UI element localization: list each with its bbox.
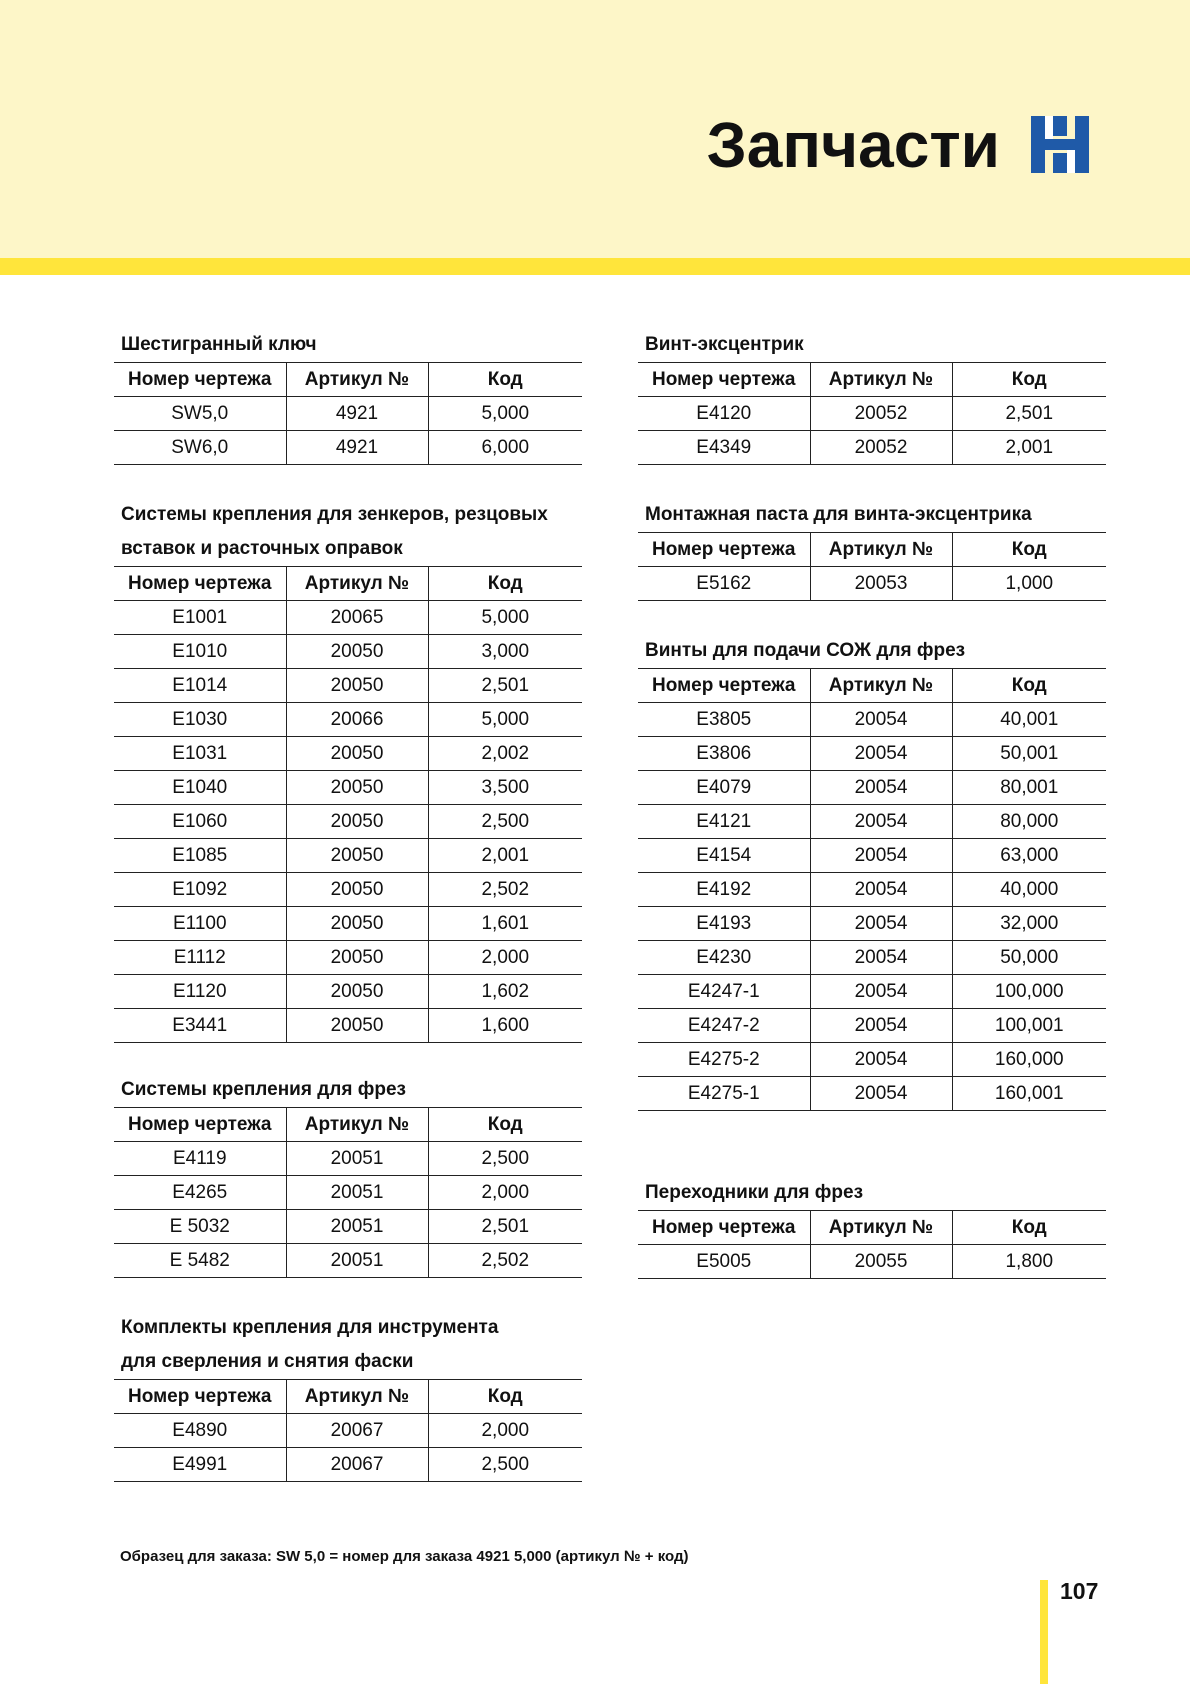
article-number-cell: 20054 bbox=[810, 805, 952, 839]
article-number-cell: 20054 bbox=[810, 703, 952, 737]
article-number-cell: 20054 bbox=[810, 975, 952, 1009]
code-cell: 1,000 bbox=[952, 567, 1106, 601]
table-row bbox=[638, 737, 1106, 771]
header-code: Код bbox=[952, 669, 1106, 703]
table-row bbox=[114, 873, 582, 907]
code-cell: 2,502 bbox=[428, 873, 582, 907]
drawing-number-cell: E1100 bbox=[114, 907, 286, 941]
table-header-row bbox=[638, 669, 1106, 703]
drawing-number-cell: E4349 bbox=[638, 431, 810, 465]
code-cell: 2,501 bbox=[428, 669, 582, 703]
table-row bbox=[638, 1009, 1106, 1043]
table-row bbox=[114, 839, 582, 873]
table-row bbox=[638, 805, 1106, 839]
header-drawing-number: Номер чертежа bbox=[114, 567, 286, 601]
drawing-number-cell: E4890 bbox=[114, 1414, 286, 1448]
table-row bbox=[114, 397, 582, 431]
drawing-number-cell: E4230 bbox=[638, 941, 810, 975]
table-row bbox=[114, 737, 582, 771]
section-title-line: Переходники для фрез bbox=[645, 1182, 864, 1203]
code-cell: 100,001 bbox=[952, 1009, 1106, 1043]
table-row bbox=[638, 431, 1106, 465]
code-cell: 160,001 bbox=[952, 1077, 1106, 1111]
drawing-number-cell: E1060 bbox=[114, 805, 286, 839]
drawing-number-cell: E1040 bbox=[114, 771, 286, 805]
parts-table bbox=[114, 1379, 582, 1482]
code-cell: 2,000 bbox=[428, 941, 582, 975]
table-row bbox=[114, 1448, 582, 1482]
article-number-cell: 20050 bbox=[286, 771, 428, 805]
drawing-number-cell: E 5482 bbox=[114, 1244, 286, 1278]
table-row bbox=[114, 805, 582, 839]
table-header-row bbox=[114, 1108, 582, 1142]
section-title bbox=[114, 1073, 582, 1107]
parts-table bbox=[114, 1107, 582, 1278]
article-number-cell: 20051 bbox=[286, 1210, 428, 1244]
section-title-line: Винт-эксцентрик bbox=[645, 334, 804, 355]
article-number-cell: 20067 bbox=[286, 1414, 428, 1448]
header-drawing-number: Номер чертежа bbox=[114, 1380, 286, 1414]
code-cell: 5,000 bbox=[428, 601, 582, 635]
drawing-number-cell: E1092 bbox=[114, 873, 286, 907]
article-number-cell: 20054 bbox=[810, 941, 952, 975]
table-row bbox=[114, 1176, 582, 1210]
drawing-number-cell: E3441 bbox=[114, 1009, 286, 1043]
header-article-number: Артикул № bbox=[286, 567, 428, 601]
section-eccentric-screw bbox=[638, 328, 1106, 465]
code-cell: 40,001 bbox=[952, 703, 1106, 737]
section-mill-adapters bbox=[638, 1176, 1106, 1279]
section-title-line: вставок и расточных оправок bbox=[121, 538, 403, 559]
article-number-cell: 20054 bbox=[810, 1043, 952, 1077]
section-title bbox=[114, 498, 582, 566]
code-cell: 80,000 bbox=[952, 805, 1106, 839]
table-row bbox=[114, 771, 582, 805]
article-number-cell: 20052 bbox=[810, 431, 952, 465]
header-drawing-number: Номер чертежа bbox=[638, 1211, 810, 1245]
table-row bbox=[114, 1142, 582, 1176]
drawing-number-cell: E4247-2 bbox=[638, 1009, 810, 1043]
header-code: Код bbox=[952, 363, 1106, 397]
article-number-cell: 20055 bbox=[810, 1245, 952, 1279]
page-number: 107 bbox=[1060, 1578, 1099, 1604]
section-drill-kits bbox=[114, 1311, 582, 1482]
brand-logo-icon bbox=[1031, 116, 1089, 173]
drawing-number-cell: E1014 bbox=[114, 669, 286, 703]
table-header-row bbox=[114, 567, 582, 601]
drawing-number-cell: E4247-1 bbox=[638, 975, 810, 1009]
parts-table bbox=[638, 362, 1106, 465]
table-row bbox=[114, 941, 582, 975]
page-number-bar bbox=[1040, 1580, 1048, 1684]
code-cell: 1,601 bbox=[428, 907, 582, 941]
section-title-line: Комплекты крепления для инструмента bbox=[121, 1317, 499, 1338]
article-number-cell: 20066 bbox=[286, 703, 428, 737]
drawing-number-cell: E4275-1 bbox=[638, 1077, 810, 1111]
header-article-number: Артикул № bbox=[810, 669, 952, 703]
drawing-number-cell: E4991 bbox=[114, 1448, 286, 1482]
header-drawing-number: Номер чертежа bbox=[114, 1108, 286, 1142]
table-header-row bbox=[638, 533, 1106, 567]
article-number-cell: 20054 bbox=[810, 1009, 952, 1043]
section-title-line: Винты для подачи СОЖ для фрез bbox=[645, 640, 966, 661]
article-number-cell: 20067 bbox=[286, 1448, 428, 1482]
table-row bbox=[114, 1244, 582, 1278]
table-row bbox=[638, 1077, 1106, 1111]
table-header-row bbox=[638, 1211, 1106, 1245]
code-cell: 2,000 bbox=[428, 1176, 582, 1210]
header-code: Код bbox=[428, 567, 582, 601]
table-row bbox=[114, 635, 582, 669]
order-example-note: Образец для заказа: SW 5,0 = номер для заказа 4921 5,000 (артикул № + код) bbox=[120, 1548, 689, 1565]
code-cell: 160,000 bbox=[952, 1043, 1106, 1077]
table-row bbox=[114, 601, 582, 635]
code-cell: 2,500 bbox=[428, 805, 582, 839]
drawing-number-cell: SW6,0 bbox=[114, 431, 286, 465]
table-row bbox=[114, 1210, 582, 1244]
header-drawing-number: Номер чертежа bbox=[114, 363, 286, 397]
drawing-number-cell: E3806 bbox=[638, 737, 810, 771]
section-title bbox=[638, 328, 1106, 362]
table-row bbox=[638, 1043, 1106, 1077]
article-number-cell: 20050 bbox=[286, 975, 428, 1009]
section-coolant-screws bbox=[638, 634, 1106, 1111]
drawing-number-cell: E4193 bbox=[638, 907, 810, 941]
section-title-line: Шестигранный ключ bbox=[121, 334, 317, 355]
header-code: Код bbox=[428, 363, 582, 397]
code-cell: 3,000 bbox=[428, 635, 582, 669]
table-row bbox=[638, 771, 1106, 805]
header-code: Код bbox=[952, 1211, 1106, 1245]
code-cell: 2,502 bbox=[428, 1244, 582, 1278]
article-number-cell: 20054 bbox=[810, 873, 952, 907]
drawing-number-cell: E1031 bbox=[114, 737, 286, 771]
code-cell: 63,000 bbox=[952, 839, 1106, 873]
drawing-number-cell: E4154 bbox=[638, 839, 810, 873]
section-mill-mounts bbox=[114, 1073, 582, 1278]
header-code: Код bbox=[428, 1108, 582, 1142]
code-cell: 100,000 bbox=[952, 975, 1106, 1009]
code-cell: 2,000 bbox=[428, 1414, 582, 1448]
table-row bbox=[114, 975, 582, 1009]
parts-table bbox=[638, 1210, 1106, 1279]
article-number-cell: 20050 bbox=[286, 907, 428, 941]
table-row bbox=[638, 907, 1106, 941]
table-row bbox=[638, 839, 1106, 873]
header-drawing-number: Номер чертежа bbox=[638, 533, 810, 567]
drawing-number-cell: E4275-2 bbox=[638, 1043, 810, 1077]
code-cell: 32,000 bbox=[952, 907, 1106, 941]
article-number-cell: 20050 bbox=[286, 1009, 428, 1043]
drawing-number-cell: E1085 bbox=[114, 839, 286, 873]
article-number-cell: 4921 bbox=[286, 397, 428, 431]
article-number-cell: 20050 bbox=[286, 839, 428, 873]
code-cell: 1,800 bbox=[952, 1245, 1106, 1279]
section-title-line: для сверления и снятия фаски bbox=[121, 1351, 414, 1372]
header-code: Код bbox=[952, 533, 1106, 567]
code-cell: 2,500 bbox=[428, 1142, 582, 1176]
drawing-number-cell: E1120 bbox=[114, 975, 286, 1009]
code-cell: 2,001 bbox=[952, 431, 1106, 465]
code-cell: 2,001 bbox=[428, 839, 582, 873]
table-row bbox=[114, 431, 582, 465]
parts-table bbox=[638, 668, 1106, 1111]
article-number-cell: 20051 bbox=[286, 1244, 428, 1278]
code-cell: 50,000 bbox=[952, 941, 1106, 975]
code-cell: 40,000 bbox=[952, 873, 1106, 907]
section-title bbox=[114, 328, 582, 362]
section-title-line: Монтажная паста для винта-эксцентрика bbox=[645, 504, 1032, 525]
page-title: Запчасти bbox=[706, 109, 1000, 181]
drawing-number-cell: E4119 bbox=[114, 1142, 286, 1176]
drawing-number-cell: E5162 bbox=[638, 567, 810, 601]
table-header-row bbox=[114, 1380, 582, 1414]
table-row bbox=[114, 1414, 582, 1448]
code-cell: 2,501 bbox=[952, 397, 1106, 431]
table-header-row bbox=[114, 363, 582, 397]
drawing-number-cell: E1030 bbox=[114, 703, 286, 737]
article-number-cell: 20054 bbox=[810, 737, 952, 771]
table-header-row bbox=[638, 363, 1106, 397]
drawing-number-cell: E4079 bbox=[638, 771, 810, 805]
section-title bbox=[638, 1176, 1106, 1210]
drawing-number-cell: SW5,0 bbox=[114, 397, 286, 431]
table-row bbox=[114, 1009, 582, 1043]
code-cell: 3,500 bbox=[428, 771, 582, 805]
parts-table bbox=[114, 362, 582, 465]
header-drawing-number: Номер чертежа bbox=[638, 669, 810, 703]
drawing-number-cell: E4120 bbox=[638, 397, 810, 431]
article-number-cell: 20052 bbox=[810, 397, 952, 431]
section-title-line: Системы крепления для зенкеров, резцовых bbox=[121, 504, 548, 525]
article-number-cell: 20054 bbox=[810, 771, 952, 805]
header-drawing-number: Номер чертежа bbox=[638, 363, 810, 397]
table-row bbox=[638, 567, 1106, 601]
header-article-number: Артикул № bbox=[286, 1380, 428, 1414]
article-number-cell: 4921 bbox=[286, 431, 428, 465]
header-article-number: Артикул № bbox=[286, 363, 428, 397]
drawing-number-cell: E4121 bbox=[638, 805, 810, 839]
header-article-number: Артикул № bbox=[286, 1108, 428, 1142]
table-row bbox=[638, 873, 1106, 907]
table-row bbox=[638, 397, 1106, 431]
header-code: Код bbox=[428, 1380, 582, 1414]
header-stripe bbox=[0, 258, 1190, 275]
section-title-line: Системы крепления для фрез bbox=[121, 1079, 406, 1100]
header-article-number: Артикул № bbox=[810, 363, 952, 397]
table-row bbox=[114, 669, 582, 703]
drawing-number-cell: E 5032 bbox=[114, 1210, 286, 1244]
article-number-cell: 20054 bbox=[810, 1077, 952, 1111]
article-number-cell: 20054 bbox=[810, 907, 952, 941]
table-row bbox=[114, 703, 582, 737]
article-number-cell: 20050 bbox=[286, 737, 428, 771]
drawing-number-cell: E4192 bbox=[638, 873, 810, 907]
section-title bbox=[114, 1311, 582, 1379]
code-cell: 50,001 bbox=[952, 737, 1106, 771]
section-countersink-mounts bbox=[114, 498, 582, 1043]
drawing-number-cell: E1010 bbox=[114, 635, 286, 669]
code-cell: 2,501 bbox=[428, 1210, 582, 1244]
article-number-cell: 20050 bbox=[286, 805, 428, 839]
article-number-cell: 20050 bbox=[286, 635, 428, 669]
parts-table bbox=[114, 566, 582, 1043]
drawing-number-cell: E5005 bbox=[638, 1245, 810, 1279]
article-number-cell: 20054 bbox=[810, 839, 952, 873]
code-cell: 5,000 bbox=[428, 397, 582, 431]
drawing-number-cell: E3805 bbox=[638, 703, 810, 737]
code-cell: 1,602 bbox=[428, 975, 582, 1009]
code-cell: 2,002 bbox=[428, 737, 582, 771]
article-number-cell: 20050 bbox=[286, 941, 428, 975]
article-number-cell: 20050 bbox=[286, 873, 428, 907]
section-title bbox=[638, 498, 1106, 532]
code-cell: 5,000 bbox=[428, 703, 582, 737]
table-row bbox=[638, 703, 1106, 737]
header-article-number: Артикул № bbox=[810, 533, 952, 567]
drawing-number-cell: E4265 bbox=[114, 1176, 286, 1210]
section-mounting-paste bbox=[638, 498, 1106, 601]
drawing-number-cell: E1001 bbox=[114, 601, 286, 635]
article-number-cell: 20051 bbox=[286, 1176, 428, 1210]
article-number-cell: 20053 bbox=[810, 567, 952, 601]
table-row bbox=[638, 941, 1106, 975]
table-row bbox=[638, 975, 1106, 1009]
code-cell: 1,600 bbox=[428, 1009, 582, 1043]
article-number-cell: 20050 bbox=[286, 669, 428, 703]
code-cell: 6,000 bbox=[428, 431, 582, 465]
header-band bbox=[0, 0, 1190, 258]
code-cell: 80,001 bbox=[952, 771, 1106, 805]
header-article-number: Артикул № bbox=[810, 1211, 952, 1245]
drawing-number-cell: E1112 bbox=[114, 941, 286, 975]
table-row bbox=[638, 1245, 1106, 1279]
article-number-cell: 20065 bbox=[286, 601, 428, 635]
parts-table bbox=[638, 532, 1106, 601]
section-hex-key bbox=[114, 328, 582, 465]
table-row bbox=[114, 907, 582, 941]
code-cell: 2,500 bbox=[428, 1448, 582, 1482]
section-title bbox=[638, 634, 1106, 668]
article-number-cell: 20051 bbox=[286, 1142, 428, 1176]
